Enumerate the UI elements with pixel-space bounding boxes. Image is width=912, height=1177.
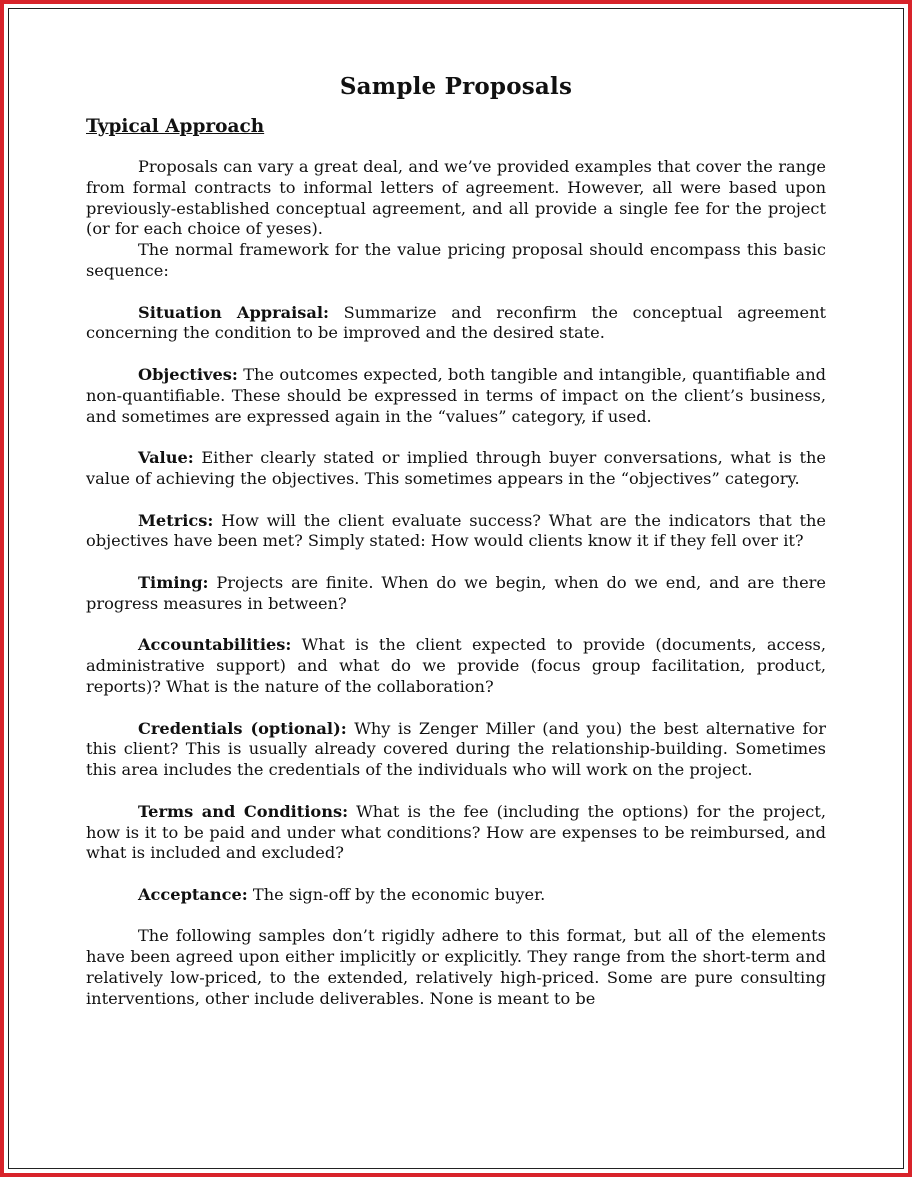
framework-item-acceptance (86, 885, 826, 906)
closing-paragraph: The following samples don’t rigidly adhere to this format, but all of the elements have been agreed upon either implicitly or explicitly. They range from the short-term and relatively low-priced, to the extended, relatively high-priced. Some are pure consulting interventions, other include deliverables. None is meant to be (86, 926, 826, 1008)
framework-item-timing (86, 573, 826, 615)
item-text: How will the client evaluate success? What are the indicators that the objectives have been met? Simply stated: How would clients know it if they fell over it? (86, 510, 826, 551)
framework-item-value (86, 448, 826, 490)
intro-paragraph: The normal framework for the value pricing proposal should encompass this basic sequence: (86, 240, 826, 280)
framework-item-accountabilities (86, 635, 826, 697)
document-page (86, 70, 826, 1010)
framework-item-metrics (86, 511, 826, 553)
item-term: Terms and Conditions: (138, 801, 349, 821)
framework-item-terms-and-conditions (86, 802, 826, 864)
intro-paragraph: Proposals can vary a great deal, and we’ve provided examples that cover the range from formal contracts to informal letters of agreement. However, all were based upon previously-established conceptual agreement, and all provide a single fee for the project (or for each choice of yeses). (86, 157, 826, 239)
item-text: Summarize and reconfirm the conceptual agreement concerning the condition to be improved and the desired state. (86, 302, 826, 343)
item-text: Projects are finite. When do we begin, when do we end, and are there progress measures in between? (86, 572, 826, 613)
item-term: Credentials (optional): (138, 718, 347, 738)
item-term: Timing: (138, 572, 209, 592)
framework-item-situation-appraisal (86, 303, 826, 345)
item-term: Objectives: (138, 364, 238, 384)
item-text: The outcomes expected, both tangible and intangible, quantifiable and non-quantifiable. These should be expressed in terms of impact on the client’s business, and sometimes are expressed again in the “values” category, if used. (86, 364, 826, 426)
item-term: Acceptance: (138, 884, 248, 904)
item-term: Metrics: (138, 510, 214, 530)
framework-item-credentials (86, 719, 826, 781)
item-text: What is the client expected to provide (documents, access, administrative support) and what do we provide (focus group facilitation, product, reports)? What is the nature of the collaboration? (86, 635, 826, 696)
item-text: The sign-off by the economic buyer. (247, 884, 546, 904)
item-term: Value: (138, 448, 194, 468)
item-term: Situation Appraisal: (138, 302, 330, 322)
item-term: Accountabilities: (138, 635, 292, 655)
section-heading: Typical Approach (86, 116, 265, 137)
item-text: Either clearly stated or implied through buyer conversations, what is the value of achieving the objectives. This sometimes appears in the “objectives” category. (86, 448, 826, 488)
framework-item-objectives (86, 365, 826, 427)
page-title: Sample Proposals (339, 73, 573, 100)
item-text: Why is Zenger Miller (and you) the best alternative for this client? This is usually already covered during the relationship-building. Sometimes this area includes the credentials of the individuals who will work on the project. (86, 718, 827, 780)
item-text: What is the fee (including the options) for the project, how is it to be paid and under what conditions? How are expenses to be reimbursed, and what is included and excluded? (86, 801, 826, 863)
